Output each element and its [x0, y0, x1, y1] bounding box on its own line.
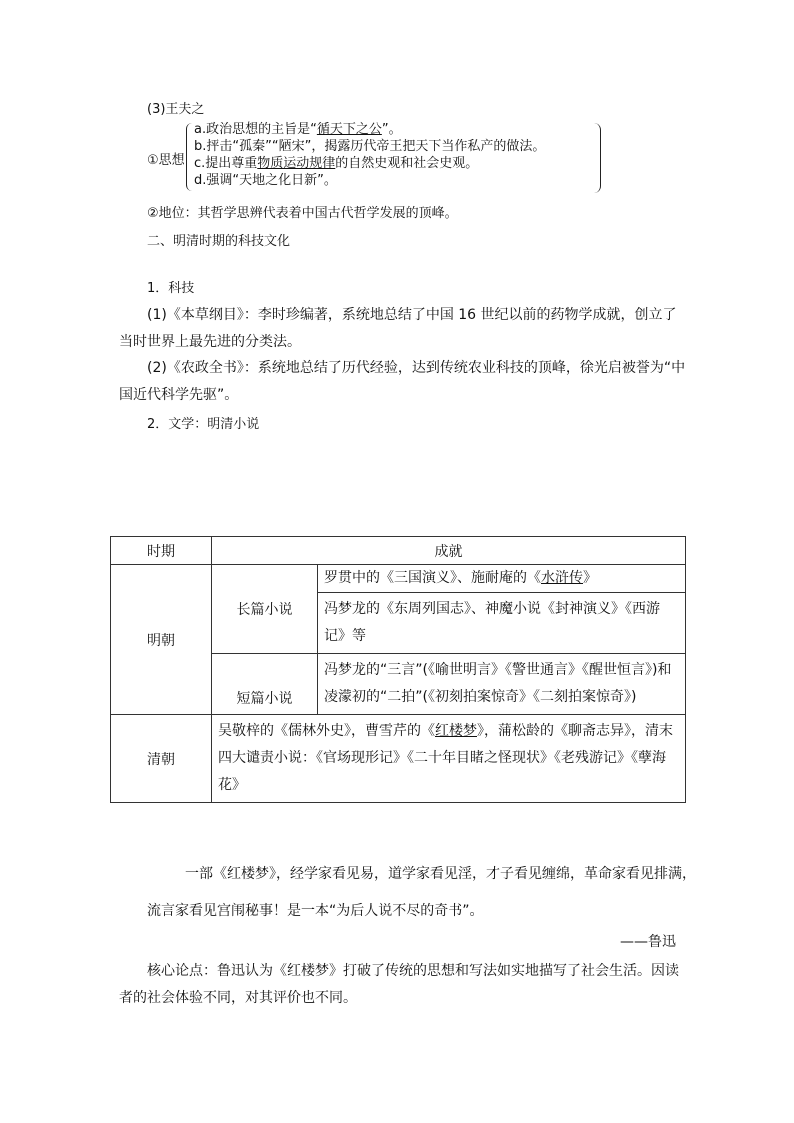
tech-p2-line2: 国近代科学先驱”。 [119, 387, 239, 403]
qing-achievements: 吴敬梓的《儒林外史》，曹雪芹的《红楼梦》，蒲松龄的《聊斋志异》，清末四大谴责小说：《官场现形记》《二十年目睹之怪现状》《老残游记》《孽海花》 [212, 715, 686, 803]
quote-line1: 一部《红楼梦》，经学家看见易，道学家看见淫，才子看见缠绵，革命家看见排满， [185, 866, 696, 882]
section2-title: 二、明清时期的科技文化 [147, 234, 291, 249]
tech-p2-line1: (2)《农政全书》：系统地总结了历代经验，达到传统农业科技的顶峰，徐光启被誉为“中 [147, 360, 686, 376]
period-ming: 明朝 [111, 565, 212, 715]
literature-heading: 2．文学：明清小说 [147, 417, 260, 432]
tech-p1-line2: 当时世界上最先进的分类法。 [119, 334, 301, 350]
thought-point-c: c.提出尊重物质运动规律的自然史观和社会史观。 [194, 156, 479, 171]
left-brace [186, 123, 193, 191]
long-novel-row2: 冯梦龙的《东周列国志》、神魔小说《封神演义》《西游记》等 [318, 593, 686, 654]
thought-point-a: a.政治思想的主旨是“循天下之公”。 [194, 122, 402, 137]
core-argument-line2: 者的社会体验不同，对其评价也不同。 [119, 990, 357, 1006]
long-novel-row1: 罗贯中的《三国演义》、施耐庵的《水浒传》 [318, 565, 686, 593]
category-short-novel: 短篇小说 [212, 654, 318, 715]
core-argument-line1: 核心论点：鲁迅认为《红楼梦》打破了传统的思想和写法如实地描写了社会生活。因读 [147, 963, 679, 979]
period-qing: 清朝 [111, 715, 212, 803]
thought-point-b: b.抨击“孤秦”“陋宋”，揭露历代帝王把天下当作私产的做法。 [194, 139, 546, 154]
wang-heading: (3)王夫之 [147, 102, 205, 117]
thought-point-d: d.强调“天地之化日新”。 [194, 173, 337, 188]
novel-achievements-table [110, 536, 686, 803]
wang-status: ②地位：其哲学思辨代表着中国古代哲学发展的顶峰。 [147, 206, 458, 221]
quote-author: ——鲁迅 [620, 934, 676, 950]
tech-p1-line1: (1)《本草纲目》：李时珍编著，系统地总结了中国 16 世纪以前的药物学成就，创立了 [147, 307, 677, 323]
right-brace [594, 123, 601, 193]
quote-line2: 流言家看见宫闱秘事！是一本“为后人说不尽的奇书”。 [147, 903, 484, 919]
tech-heading: 1．科技 [147, 281, 195, 296]
header-achievement: 成就 [212, 537, 686, 565]
thought-label: ①思想 [147, 153, 185, 168]
short-novel-text: 冯梦龙的“三言”(《喻世明言》《警世通言》《醒世恒言》)和凌濛初的“二拍”(《初刻拍案惊奇》《二刻拍案惊奇》) [318, 654, 686, 715]
category-long-novel: 长篇小说 [212, 565, 318, 654]
header-period: 时期 [111, 537, 212, 565]
